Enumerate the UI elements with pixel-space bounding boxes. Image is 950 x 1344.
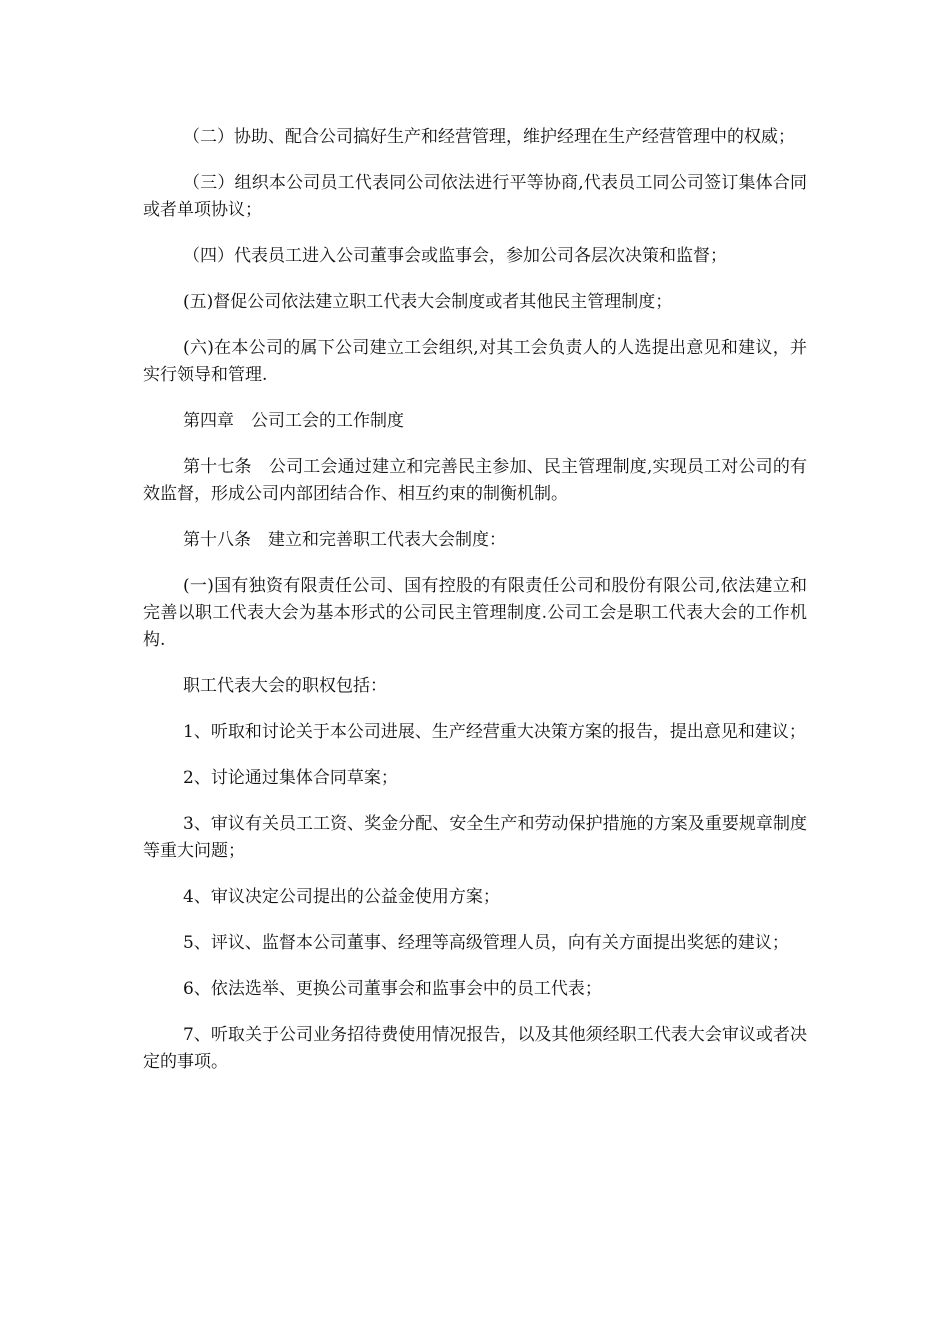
- paragraph: (一)国有独资有限责任公司、国有控股的有限责任公司和股份有限公司,依法建立和完善以职工代表大会为基本形式的公司民主管理制度.公司工会是职工代表大会的工作机构.: [143, 576, 807, 650]
- paragraph: （四）代表员工进入公司董事会或监事会，参加公司各层次决策和监督；: [183, 246, 727, 266]
- list-item: 3、审议有关员工工资、奖金分配、安全生产和劳动保护措施的方案及重要规章制度等重大问题；: [143, 814, 807, 861]
- list-item: 7、听取关于公司业务招待费使用情况报告，以及其他须经职工代表大会审议或者决定的事项。: [143, 1025, 807, 1072]
- list-item: 2、讨论通过集体合同草案；: [183, 768, 398, 788]
- article-paragraph: 第十七条 公司工会通过建立和完善民主参加、民主管理制度,实现员工对公司的有效监督，形成公司内部团结合作、相互约束的制衡机制。: [143, 457, 807, 504]
- paragraph: (五)督促公司依法建立职工代表大会制度或者其他民主管理制度；: [183, 292, 673, 312]
- list-item: 5、评议、监督本公司董事、经理等高级管理人员，向有关方面提出奖惩的建议；: [183, 933, 789, 953]
- paragraph: (六)在本公司的属下公司建立工会组织,对其工会负责人的人选提出意见和建议，并实行领导和管理.: [143, 338, 807, 385]
- document-page: [143, 124, 807, 1095]
- list-item: 4、审议决定公司提出的公益金使用方案；: [183, 887, 500, 907]
- paragraph: 职工代表大会的职权包括：: [183, 676, 387, 696]
- list-item: 6、依法选举、更换公司董事会和监事会中的员工代表；: [183, 979, 602, 999]
- chapter-heading: 第四章 公司工会的工作制度: [183, 411, 404, 431]
- paragraph: （三）组织本公司员工代表同公司依法进行平等协商,代表员工同公司签订集体合同或者单项协议；: [143, 173, 807, 220]
- article-paragraph: 第十八条 建立和完善职工代表大会制度：: [183, 530, 506, 550]
- paragraph: （二）协助、配合公司搞好生产和经营管理，维护经理在生产经营管理中的权威；: [183, 127, 795, 147]
- list-item: 1、听取和讨论关于本公司进展、生产经营重大决策方案的报告，提出意见和建议；: [183, 722, 806, 742]
